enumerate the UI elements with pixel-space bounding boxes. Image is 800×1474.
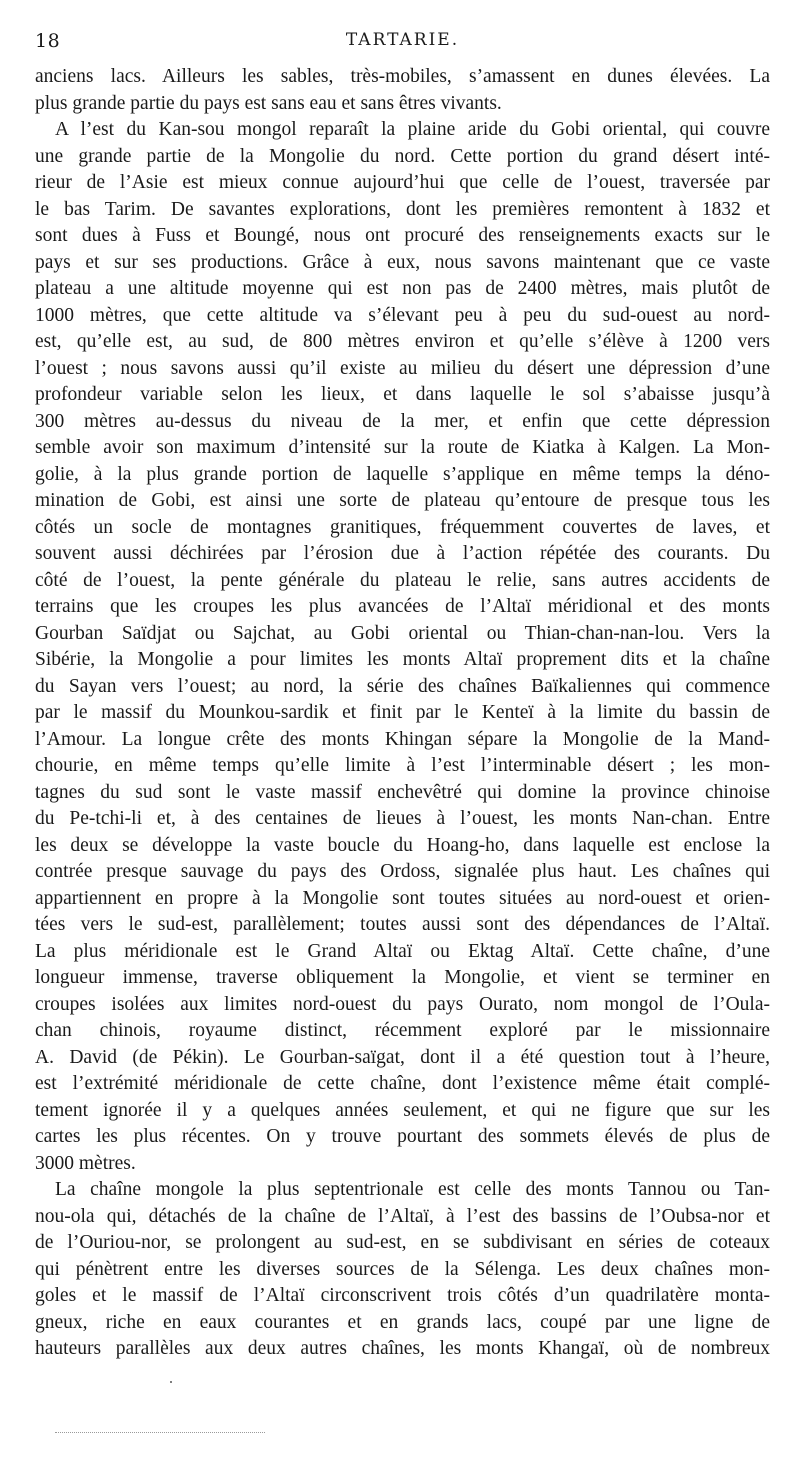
text-line: qui pénètrent entre les diverses sources de la Sélenga. Les deux chaînes mon-: [35, 1258, 770, 1280]
text-line: côté de l’ouest, la pente générale du plateau le relie, sans autres accidents de: [35, 569, 770, 591]
text-line: profondeur variable selon les lieux, et dans laquelle le sol s’abaisse jusqu’à: [35, 384, 770, 405]
text-line: du Pe-tchi-li et, à des centaines de lieues à l’ouest, les monts Nan-chan. Entre: [35, 808, 770, 829]
stray-mark: [170, 1381, 172, 1383]
text-line: appartiennent en propre à la Mongolie sont toutes situées au nord-ouest et orien-: [35, 887, 770, 909]
text-line: chan chinois, royaume distinct, récemment exploré par le missionnaire: [35, 1020, 770, 1041]
text-line: A. David (de Pékin). Le Gourban-saïgat, dont il a été question tout à l’heure,: [35, 1046, 770, 1068]
footer-rule: [55, 1432, 265, 1435]
text-line: le bas Tarim. De savantes explorations, dont les premières remontent à 1832 et: [35, 198, 770, 220]
text-line: golie, à la plus grande portion de laquelle s’applique en même temps la déno-: [35, 463, 770, 485]
text-line: Gourban Saïdjat ou Sajchat, au Gobi oriental ou Thian-chan-nan-lou. Vers la: [35, 622, 770, 644]
text-line: 300 mètres au-dessus du niveau de la mer, et enfin que cette dépression: [35, 410, 770, 432]
text-line: 1000 mètres, que cette altitude va s’élevant peu à peu du sud-ouest au nord-: [35, 304, 770, 326]
text-line: La plus méridionale est le Grand Altaï ou Ektag Altaï. Cette chaîne, d’une: [35, 940, 770, 962]
text-line: tées vers le sud-est, parallèlement; toutes aussi sont des dépendances de l’Altaï.: [35, 914, 770, 935]
body-text: [35, 64, 770, 1363]
text-line: goles et le massif de l’Altaï circonscrivent trois côtés d’un quadrilatère monta-: [35, 1285, 770, 1306]
text-line: souvent aussi déchirées par l’érosion due à l’action répétée des courants. Du: [35, 543, 770, 564]
page-number: 18: [35, 30, 61, 52]
text-line: plus grande partie du pays est sans eau et sans êtres vivants.: [35, 92, 502, 114]
text-line: anciens lacs. Ailleurs les sables, très-mobiles, s’amassent en dunes élevées. La: [35, 66, 770, 87]
text-line: par le massif du Mounkou-sardik et finit par le Kenteï à la limite du bassin de: [35, 702, 770, 723]
text-line: de l’Ouriou-nor, se prolongent au sud-est, en se subdivisant en séries de coteaux: [35, 1232, 770, 1253]
text-line: est, qu’elle est, au sud, de 800 mètres environ et qu’elle s’élève à 1200 vers: [35, 331, 770, 352]
text-line: tagnes du sud sont le vaste massif enchevêtré qui domine la province chinoise: [35, 781, 770, 803]
text-line: semble avoir son maximum d’intensité sur la route de Kiatka à Kalgen. La Mon-: [35, 437, 770, 458]
text-line: croupes isolées aux limites nord-ouest du pays Ourato, nom mongol de l’Oula-: [35, 993, 770, 1015]
text-line: gneux, riche en eaux courantes et en grands lacs, coupé par une ligne de: [35, 1311, 770, 1333]
page-header: [35, 30, 770, 60]
text-line: La chaîne mongole la plus septentrionale est celle des monts Tannou ou Tan-: [55, 1179, 770, 1200]
running-title: TARTARIE.: [345, 30, 460, 50]
text-line: 3000 mètres.: [35, 1152, 136, 1174]
text-line: côtés un socle de montagnes granitiques, fréquemment couvertes de laves, et: [35, 516, 770, 538]
text-line: cartes les plus récentes. On y trouve pourtant des sommets élevés de plus de: [35, 1126, 770, 1147]
text-line: nou-ola qui, détachés de la chaîne de l’Altaï, à l’est des bassins de l’Oubsa-nor et: [35, 1205, 770, 1227]
text-line: rieur de l’Asie est mieux connue aujourd’hui que celle de l’ouest, traversée par: [35, 172, 770, 193]
text-line: sont dues à Fuss et Boungé, nous ont procuré des renseignements exacts sur le: [35, 225, 770, 246]
text-line: les deux se développe la vaste boucle du Hoang-ho, dans laquelle est enclose la: [35, 834, 770, 856]
text-line: l’Amour. La longue crête des monts Khingan sépare la Mongolie de la Mand-: [35, 728, 770, 750]
text-line: chourie, en même temps qu’elle limite à l’est l’interminable désert ; les mon-: [35, 755, 770, 776]
text-line: est l’extrémité méridionale de cette chaîne, dont l’existence même était complé-: [35, 1073, 770, 1094]
text-line: du Sayan vers l’ouest; au nord, la série des chaînes Baïkaliennes qui commence: [35, 675, 770, 697]
text-line: l’ouest ; nous savons aussi qu’il existe au milieu du désert une dépression d’une: [35, 357, 770, 379]
text-line: hauteurs parallèles aux deux autres chaînes, les monts Khangaï, où de nombreux: [35, 1338, 770, 1359]
text-line: mination de Gobi, est ainsi une sorte de plateau qu’entoure de presque tous les: [35, 490, 770, 511]
text-line: terrains que les croupes les plus avancées de l’Altaï méridional et des monts: [35, 596, 770, 617]
text-line: contrée presque sauvage du pays des Ordoss, signalée plus haut. Les chaînes qui: [35, 861, 770, 882]
text-line: Sibérie, la Mongolie a pour limites les monts Altaï proprement dits et la chaîne: [35, 649, 770, 670]
text-line: pays et sur ses productions. Grâce à eux, nous savons maintenant que ce vaste: [35, 251, 770, 273]
text-line: une grande partie de la Mongolie du nord. Cette portion du grand désert inté-: [35, 145, 770, 167]
text-line: A l’est du Kan-sou mongol reparaît la plaine aride du Gobi oriental, qui couvre: [55, 119, 770, 140]
text-line: tement ignorée il y a quelques années seulement, et qui ne figure que sur les: [35, 1099, 770, 1121]
text-line: plateau a une altitude moyenne qui est non pas de 2400 mètres, mais plutôt de: [35, 278, 770, 299]
text-line: longueur immense, traverse obliquement la Mongolie, et vient se terminer en: [35, 967, 770, 988]
